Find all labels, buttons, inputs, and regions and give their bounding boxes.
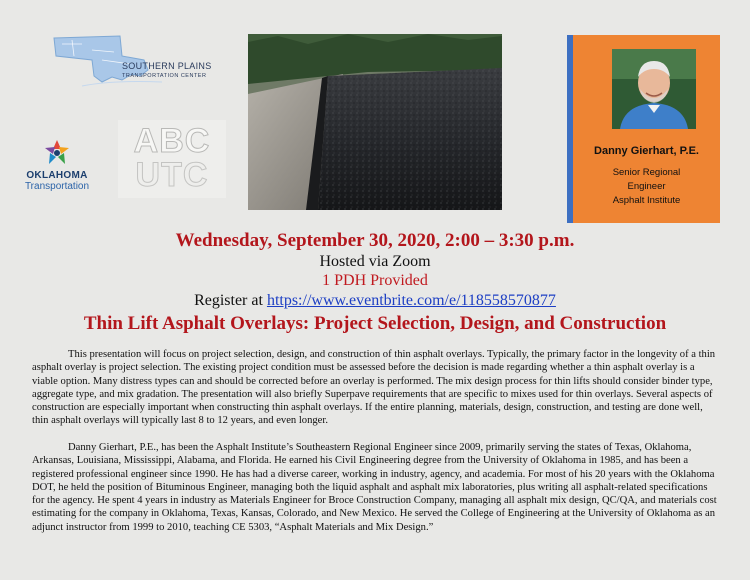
speaker-title bbox=[573, 166, 720, 208]
speaker-title-line2: Engineer bbox=[627, 181, 666, 192]
event-venue: Hosted via Zoom bbox=[319, 253, 431, 270]
register-prefix: Register at bbox=[194, 292, 267, 309]
speaker-title-line1: Senior Regional bbox=[612, 167, 681, 178]
bio-paragraph bbox=[32, 441, 720, 534]
speaker-card bbox=[567, 35, 720, 223]
oklahoma-transportation-logo bbox=[18, 138, 96, 198]
event-title: Thin Lift Asphalt Overlays: Project Selection, Design, and Construction bbox=[83, 313, 667, 334]
register-line bbox=[0, 292, 750, 310]
speaker-portrait-image bbox=[612, 49, 696, 129]
oklahoma-dot-star-icon bbox=[42, 138, 72, 168]
southern-plains-logo-text bbox=[122, 62, 212, 80]
register-link[interactable]: https://www.eventbrite.com/e/118558570877 bbox=[266, 292, 556, 309]
event-date-time: Wednesday, September 30, 2020, 2:00 – 3:30 p.m. bbox=[175, 230, 575, 251]
abc-logo-line2: UTC bbox=[135, 156, 209, 194]
odot-logo-line2: Transportation bbox=[24, 181, 90, 192]
speaker-name: Danny Gierhart, P.E. bbox=[594, 145, 699, 157]
spt-logo-line1: SOUTHERN PLAINS bbox=[122, 61, 212, 71]
abc-logo-line1: ABC bbox=[133, 122, 211, 160]
spt-logo-line2: TRANSPORTATION CENTER bbox=[122, 73, 207, 79]
abc-utc-logo bbox=[118, 120, 226, 198]
speaker-title-line3: Asphalt Institute bbox=[612, 195, 681, 206]
abstract-paragraph bbox=[32, 348, 720, 428]
odot-logo-line1: OKLAHOMA bbox=[26, 170, 88, 181]
event-pdh: 1 PDH Provided bbox=[322, 272, 428, 289]
bio-text: Danny Gierhart, P.E., has been the Asphalt Institute’s Southeastern Regional Engineer since 2009, primarily serving the states of Texas, Oklahoma, Arkansas, Louisiana, Mississippi, Alabama, and Florida. He earned his Civil Engineering degree from the University of Oklahoma in 1985, and has been a registered professional engineer since 1990. He has had a diverse career, working in industry, agency, and academia. For most of his 20 years with the Oklahoma DOT, he held the position of Bituminous Engineer, managing both the liquid asphalt and asphalt mix laboratories, plus writing all asphalt-related specifications for the agency. He spent 4 years in industry as Materials Engineer for Broce Construction Company, managing all asphalt mix design, QC/QA, and materials cost estimating for the company in Oklahoma, Texas, Kansas, Colorado, and New Mexico. He served the College of Engineering at the University of Oklahoma as an adjunct instructor from 1999 to 2010, teaching CE 5303, “Asphalt Materials and Mix Design.” bbox=[32, 442, 717, 533]
asphalt-road-image bbox=[248, 34, 502, 210]
abstract-text: This presentation will focus on project selection, design, and construction of thin asphalt overlays. Typically, the primary factor in the longevity of a thin asphalt overlay is project selection. The existing project condition must be assessed before the decision is made regarding whether a thin asphalt overlay is a viable option. Many distress types can and should be corrected before an overlay is performed. The mix design process for thin lifts should consider binder type, aggregate type, and mix gradation. The presentation will also briefly Superpave requirements that are specific to mixes used for thin overlays. Several aspects of construction are especially important when constructing thin asphalt overlays. If the entire planning, materials, design, construction, and testing are done well, thin asphalt overlays will typically last 8 to 12 years, and even longer. bbox=[32, 349, 716, 427]
